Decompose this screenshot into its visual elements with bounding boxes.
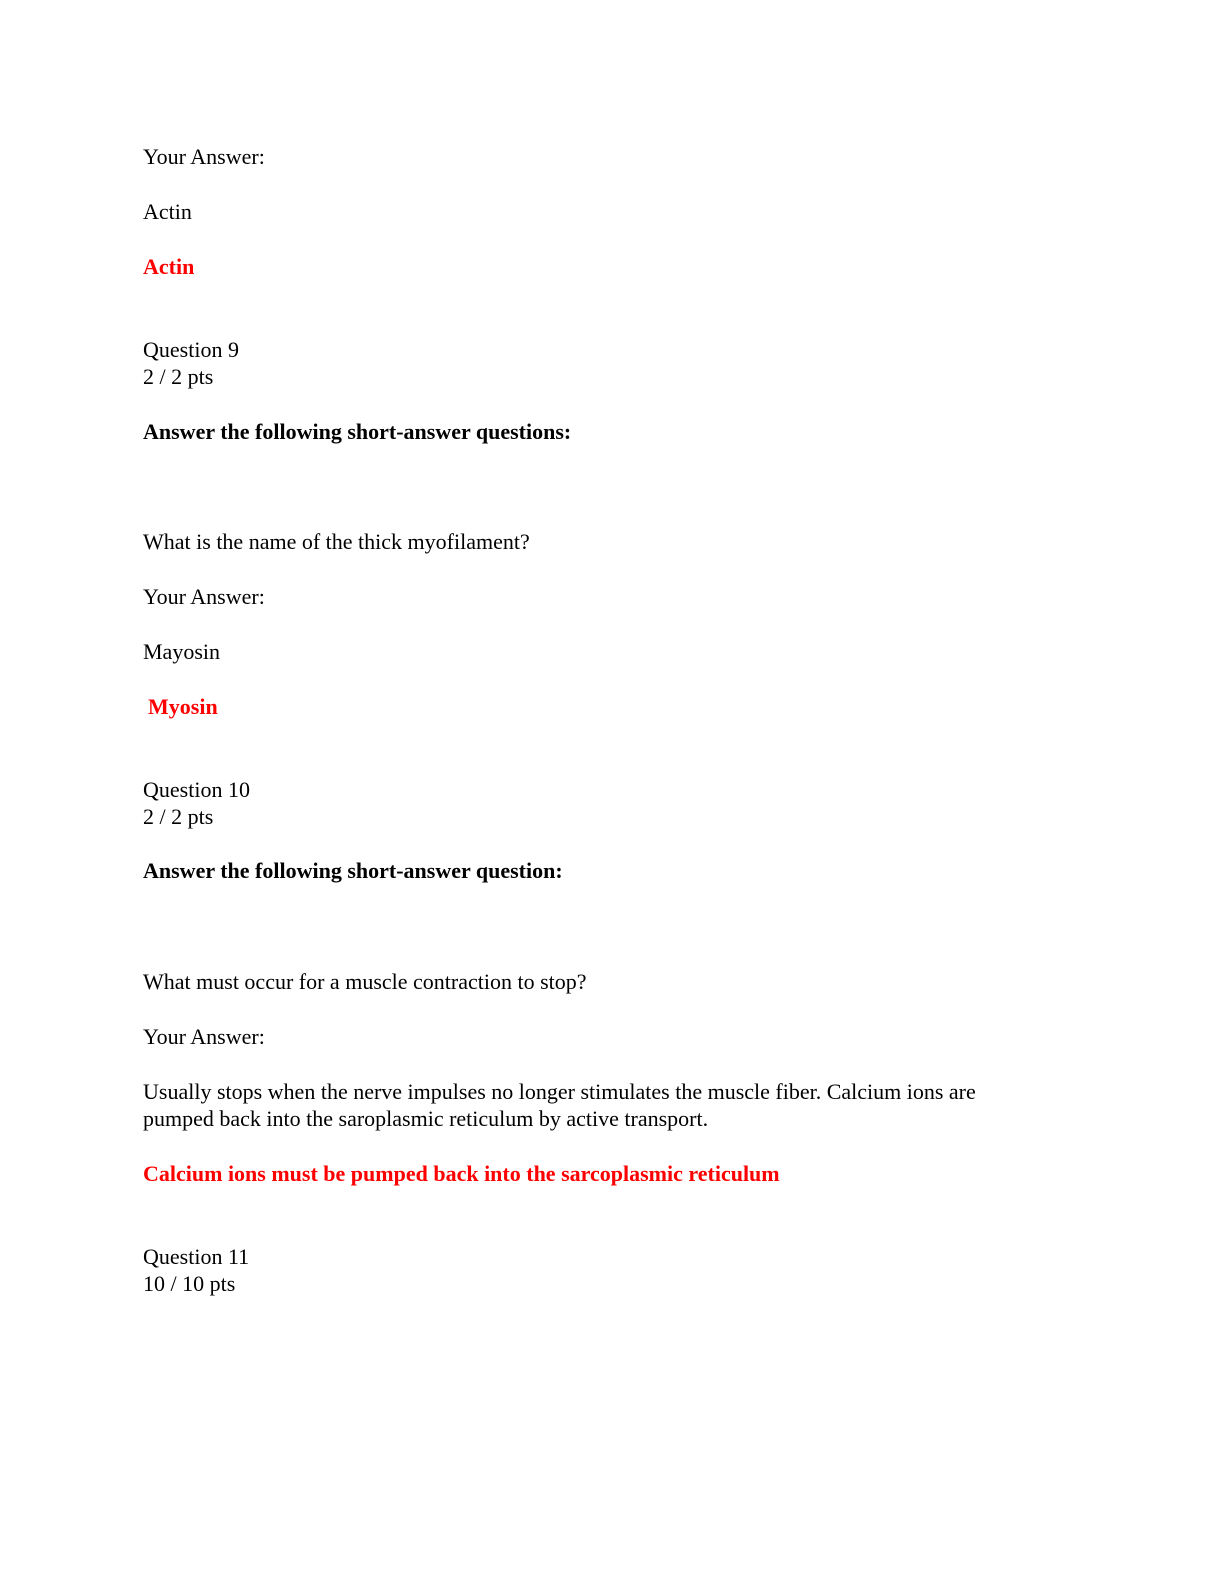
question-9-title: Question 9 — [143, 337, 239, 362]
question-9-prompt: What is the name of the thick myofilament? — [143, 529, 530, 554]
question-10-title: Question 10 — [143, 777, 250, 802]
question-10-your-answer-line-2: pumped back into the saroplasmic reticulum by active transport. — [143, 1106, 709, 1131]
question-9-correct-answer: Myosin — [148, 694, 218, 719]
your-answer-label: Your Answer: — [143, 144, 265, 169]
question-10-points: 2 / 2 pts — [143, 804, 214, 829]
question-10-prompt: What must occur for a muscle contraction to stop? — [143, 969, 587, 994]
question-9-points: 2 / 2 pts — [143, 364, 214, 389]
question-11-points: 10 / 10 pts — [143, 1271, 236, 1296]
question-9-instruction: Answer the following short-answer questions: — [143, 419, 572, 444]
question-10-your-answer-line-1: Usually stops when the nerve impulses no longer stimulates the muscle fiber. Calcium ions are — [143, 1079, 976, 1104]
question-10-correct-answer: Calcium ions must be pumped back into the sarcoplasmic reticulum — [143, 1161, 780, 1186]
your-answer-text: Actin — [143, 199, 192, 224]
question-9-your-answer: Mayosin — [143, 639, 220, 664]
question-9-your-answer-label: Your Answer: — [143, 584, 265, 609]
question-10-instruction: Answer the following short-answer question: — [143, 858, 563, 883]
correct-answer-text: Actin — [143, 254, 195, 279]
question-10-your-answer-label: Your Answer: — [143, 1024, 265, 1049]
question-11-title: Question 11 — [143, 1244, 250, 1269]
